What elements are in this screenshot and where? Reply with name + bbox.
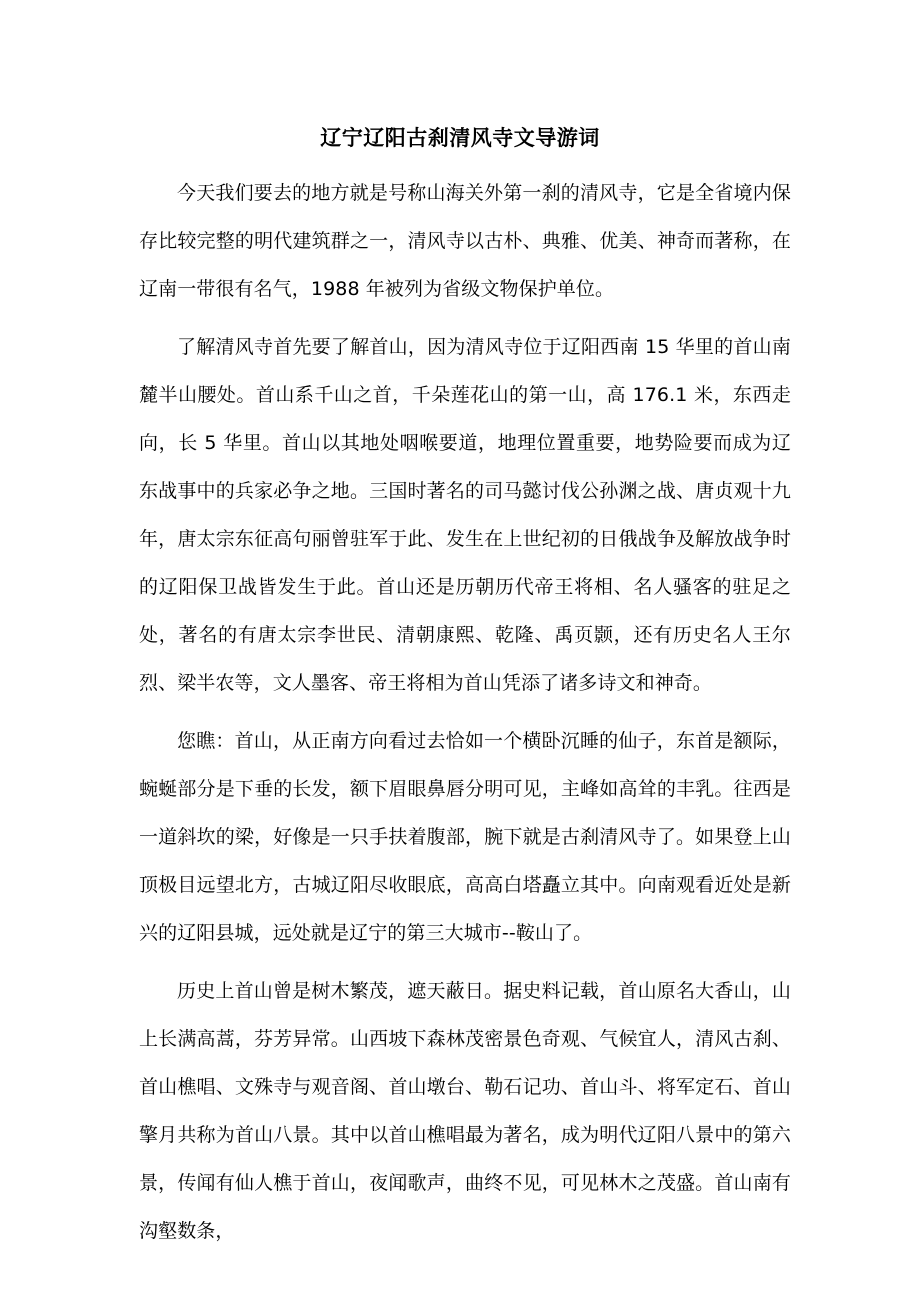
paragraph-view: 您瞧：首山，从正南方向看过去恰如一个横卧沉睡的仙子，东首是额际，蜿蜒部分是下垂的长发，额下眉眼鼻唇分明可见，主峰如高耸的丰乳。往西是一道斜坎的梁，好像是一只手扶着腹部，腕下就是古刹清风寺了。如果登上山顶极目远望北方，古城辽阳尽收眼底，高高白塔矗立其中。向南观看近处是新兴的辽阳县城，远处就是辽宁的第三大城市--鞍山了。: [139, 730, 791, 944]
document-body: [139, 169, 791, 1265]
paragraph-history: 历史上首山曾是树木繁茂，遮天蔽日。据史料记载，首山原名大香山，山上长满高蒿，芬芳异常。山西坡下森林茂密景色奇观、气候宜人，清风古刹、首山樵唱、文殊寺与观音阁、首山墩台、勒石记功、首山斗、将军定石、首山擎月共称为首山八景。其中以首山樵唱最为著名，成为明代辽阳八景中的第六景，传闻有仙人樵于首山，夜闻歌声，曲终不见，可见林木之茂盛。首山南有沟壑数条，: [139, 980, 791, 1242]
paragraph-shoushan: 了解清风寺首先要了解首山，因为清风寺位于辽阳西南 15 华里的首山南麓半山腰处。首山系千山之首，千朵莲花山的第一山，高 176.1 米，东西走向，长 5 华里。首山以其地处咽喉要道，地理位置重要，地势险要而成为辽东战事中的兵家必争之地。三国时著名的司马懿讨伐公孙渊之战、唐贞观十九年，唐太宗东征高句丽曾驻军于此、发生在上世纪初的日俄战争及解放战争时的辽阳保卫战皆发生于此。首山还是历朝历代帝王将相、名人骚客的驻足之处，著名的有唐太宗李世民、清朝康熙、乾隆、禹页颢，还有历史名人王尔烈、梁半农等，文人墨客、帝王将相为首山凭添了诸多诗文和神奇。: [139, 336, 791, 694]
document-title: 辽宁辽阳古刹清风寺文导游词: [320, 126, 600, 150]
paragraph-intro: 今天我们要去的地方就是号称山海关外第一刹的清风寺，它是全省境内保存比较完整的明代建筑群之一，清风寺以古朴、典雅、优美、神奇而著称，在辽南一带很有名气，1988 年被列为省级文物保护单位。: [139, 182, 791, 300]
